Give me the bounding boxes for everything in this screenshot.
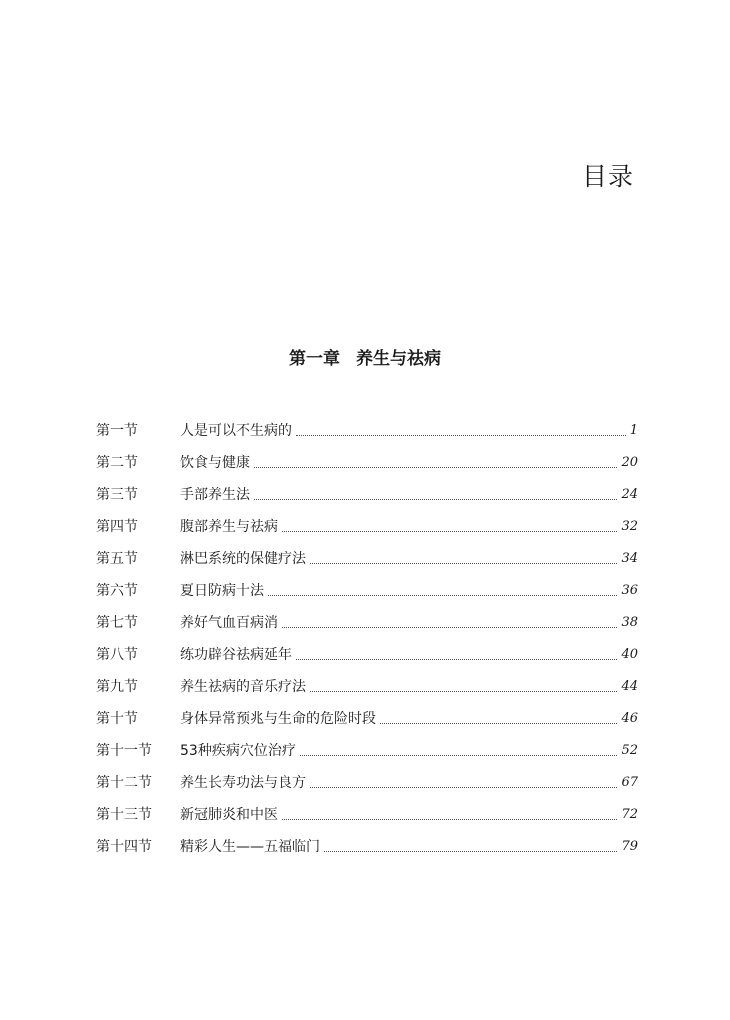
toc-entry-title: 精彩人生——五福临门 [180, 839, 320, 855]
toc-section-number: 第十一节 [96, 743, 152, 759]
chapter-title-text: 养生与祛病 [356, 349, 441, 369]
toc-entry[interactable] [96, 574, 638, 606]
toc-entry-title: 夏日防病十法 [180, 583, 264, 599]
toc-entry-title: 身体异常预兆与生命的危险时段 [180, 711, 376, 727]
toc-page-number: 34 [621, 550, 638, 566]
dot-leader [254, 466, 617, 468]
dot-leader [254, 498, 617, 500]
toc-section-number: 第九节 [96, 679, 138, 695]
dot-leader [310, 562, 617, 564]
toc-section-number: 第十三节 [96, 807, 152, 823]
dot-leader [268, 594, 617, 596]
toc-page-number: 24 [621, 486, 638, 502]
toc-section-number: 第三节 [96, 487, 138, 503]
toc-section-number: 第二节 [96, 455, 138, 471]
toc-page-number: 46 [621, 710, 638, 726]
chapter-heading [0, 351, 730, 368]
toc-entry[interactable] [96, 542, 638, 574]
toc-page-number: 36 [621, 582, 638, 598]
toc-page-number: 72 [621, 806, 638, 822]
toc-entry-title: 53种疾病穴位治疗 [180, 743, 296, 759]
toc-page-number: 67 [621, 774, 638, 790]
dot-leader [296, 658, 617, 660]
toc-page-number: 1 [629, 422, 638, 438]
toc-entry[interactable] [96, 830, 638, 862]
dot-leader [282, 626, 617, 628]
chapter-number: 第一章 [289, 349, 340, 369]
toc-section-number: 第十四节 [96, 839, 152, 855]
toc-entry-title: 养好气血百病消 [180, 615, 278, 631]
toc-entry[interactable] [96, 734, 638, 766]
toc-entry-title: 手部养生法 [180, 487, 250, 503]
table-of-contents [96, 414, 638, 862]
toc-page-number: 44 [621, 678, 638, 694]
dot-leader [300, 754, 618, 756]
toc-entry-title: 练功辟谷祛病延年 [180, 647, 292, 663]
toc-entry-title: 养生长寿功法与良方 [180, 775, 306, 791]
toc-entry[interactable] [96, 446, 638, 478]
dot-leader [310, 690, 617, 692]
toc-entry[interactable] [96, 670, 638, 702]
toc-section-number: 第一节 [96, 423, 138, 439]
dot-leader [310, 786, 617, 788]
toc-section-number: 第四节 [96, 519, 138, 535]
toc-page-number: 38 [621, 614, 638, 630]
dot-leader [282, 818, 617, 820]
dot-leader [380, 722, 617, 724]
toc-section-number: 第八节 [96, 647, 138, 663]
toc-entry-title: 饮食与健康 [180, 455, 250, 471]
toc-entry[interactable] [96, 478, 638, 510]
toc-entry[interactable] [96, 798, 638, 830]
toc-entry[interactable] [96, 510, 638, 542]
toc-entry[interactable] [96, 638, 638, 670]
dot-leader [282, 530, 617, 532]
page-title: 目录 [581, 162, 634, 191]
toc-section-number: 第六节 [96, 583, 138, 599]
toc-entry-title: 人是可以不生病的 [180, 423, 292, 439]
toc-entry[interactable] [96, 702, 638, 734]
toc-section-number: 第十二节 [96, 775, 152, 791]
dot-leader [324, 850, 617, 852]
toc-section-number: 第十节 [96, 711, 138, 727]
toc-page-number: 79 [621, 838, 638, 854]
toc-entry-title: 腹部养生与祛病 [180, 519, 278, 535]
toc-page-number: 40 [621, 646, 638, 662]
dot-leader [296, 434, 626, 436]
toc-entry-title: 养生祛病的音乐疗法 [180, 679, 306, 695]
toc-entry-title: 淋巴系统的保健疗法 [180, 551, 306, 567]
toc-page-number: 32 [621, 518, 638, 534]
toc-entry[interactable] [96, 414, 638, 446]
toc-section-number: 第七节 [96, 615, 138, 631]
toc-entry[interactable] [96, 606, 638, 638]
toc-entry-title: 新冠肺炎和中医 [180, 807, 278, 823]
toc-page-number: 52 [621, 742, 638, 758]
toc-section-number: 第五节 [96, 551, 138, 567]
toc-entry[interactable] [96, 766, 638, 798]
toc-page-number: 20 [621, 454, 638, 470]
